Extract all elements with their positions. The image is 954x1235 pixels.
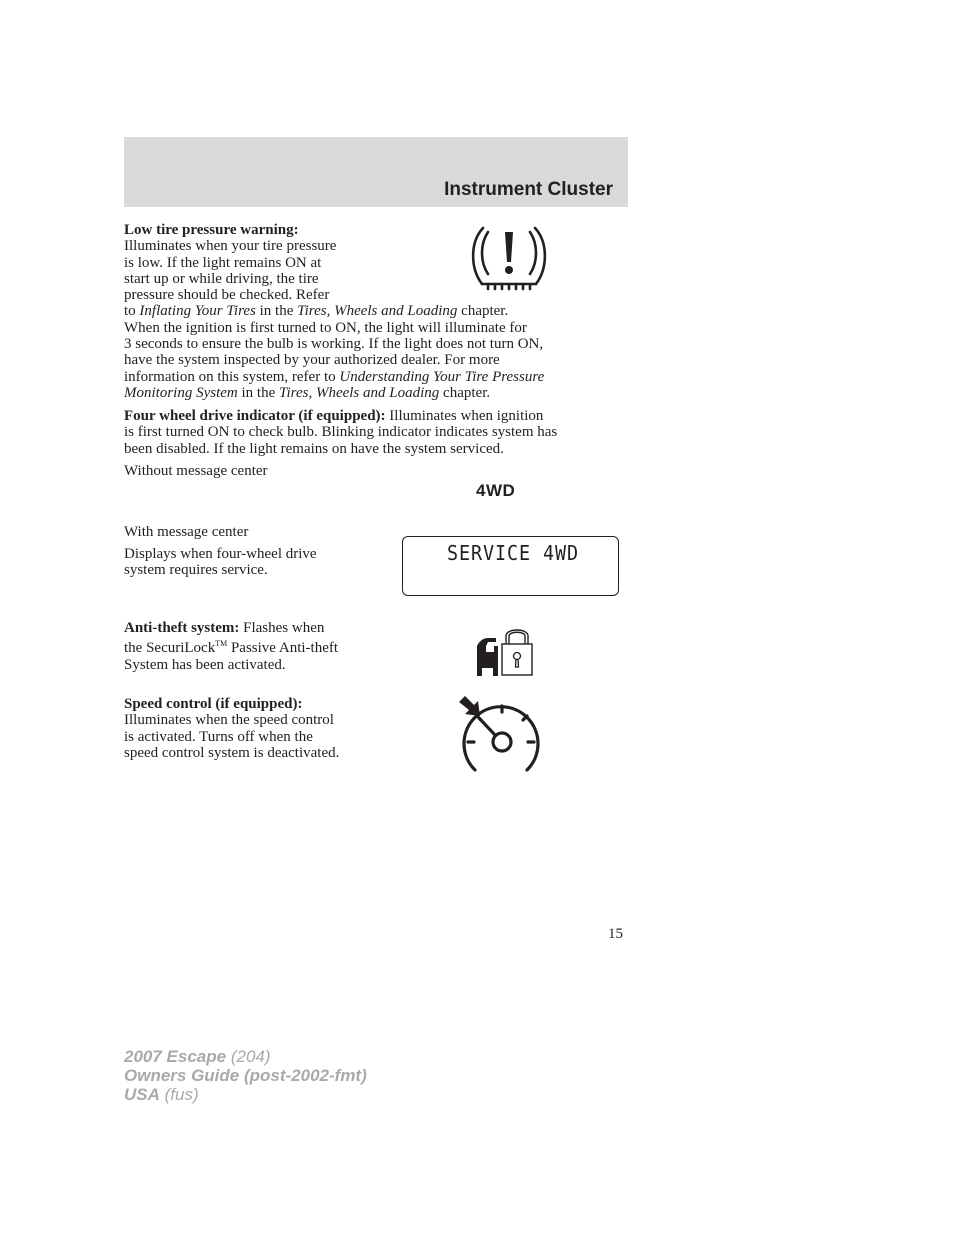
message-center-display: [402, 536, 619, 596]
service-4wd-description: [124, 546, 317, 579]
antitheft-heading: Anti-theft system:: [124, 620, 240, 636]
fourwd-heading: Four wheel drive indicator (if equipped):: [124, 408, 386, 424]
speed-control-icon: [456, 696, 546, 776]
speed-control-paragraph: [124, 696, 339, 761]
section-title: Instrument Cluster: [444, 179, 613, 200]
speed-line: is activated. Turns off when the: [124, 728, 313, 745]
anti-theft-paragraph: Anti-theft system: Flashes when the SecuriLock™ Passive Anti-theft System has been activated.: [124, 620, 339, 673]
tire-line: to Inflating Your Tires in the Tires, Wheels and Loading chapter.: [124, 303, 509, 320]
speed-heading: Speed control (if equipped):: [124, 696, 303, 712]
four-wheel-drive-paragraph: Four wheel drive indicator (if equipped): Illuminates when ignition is first turned ON to check bulb. Blinking indicator indicates system has been disabled. If the light remains on have the system serviced.: [124, 408, 558, 457]
tire-line: start up or while driving, the tire: [124, 270, 319, 287]
tire-line: is low. If the light remains ON at: [124, 254, 322, 271]
tire-line: When the ignition is first turned to ON, the light will illuminate for: [124, 319, 527, 336]
tire-heading: Low tire pressure warning:: [124, 222, 299, 238]
fourwd-disp-line: system requires service.: [124, 562, 268, 579]
tire-line: Illuminates when your tire pressure: [124, 238, 337, 255]
antitheft-line: System has been activated.: [124, 656, 286, 673]
without-message-center-label: Without message center: [124, 463, 268, 479]
document-footer: 2007 Escape (204) Owners Guide (post-2002-fmt) USA (fus): [124, 1047, 367, 1104]
tire-line: pressure should be checked. Refer: [124, 287, 330, 304]
message-center-text: SERVICE 4WD: [447, 541, 579, 565]
tire-pressure-warning-icon: [466, 224, 552, 292]
section-header: [124, 137, 628, 207]
speed-line: Illuminates when the speed control: [124, 712, 334, 729]
tire-line: 3 seconds to ensure the bulb is working. If the light does not turn ON,: [124, 336, 544, 353]
fourwd-disp-line: Displays when four-wheel drive: [124, 546, 317, 562]
fourwd-indicator-label: 4WD: [476, 481, 516, 500]
tire-line: information on this system, refer to Understanding Your Tire Pressure: [124, 368, 545, 385]
with-message-center-label: With message center: [124, 524, 249, 540]
page-number: 15: [608, 926, 623, 942]
tire-line: have the system inspected by your authorized dealer. For more: [124, 352, 500, 369]
antitheft-line: the SecuriLock™ Passive Anti-theft: [124, 639, 339, 657]
anti-theft-lock-icon: [474, 624, 536, 678]
tire-line: Monitoring System in the Tires, Wheels and Loading chapter.: [124, 384, 491, 401]
fourwd-line: been disabled. If the light remains on have the system serviced.: [124, 440, 504, 457]
fourwd-line: is first turned ON to check bulb. Blinking indicator indicates system has: [124, 424, 558, 441]
speed-line: speed control system is deactivated.: [124, 744, 340, 761]
